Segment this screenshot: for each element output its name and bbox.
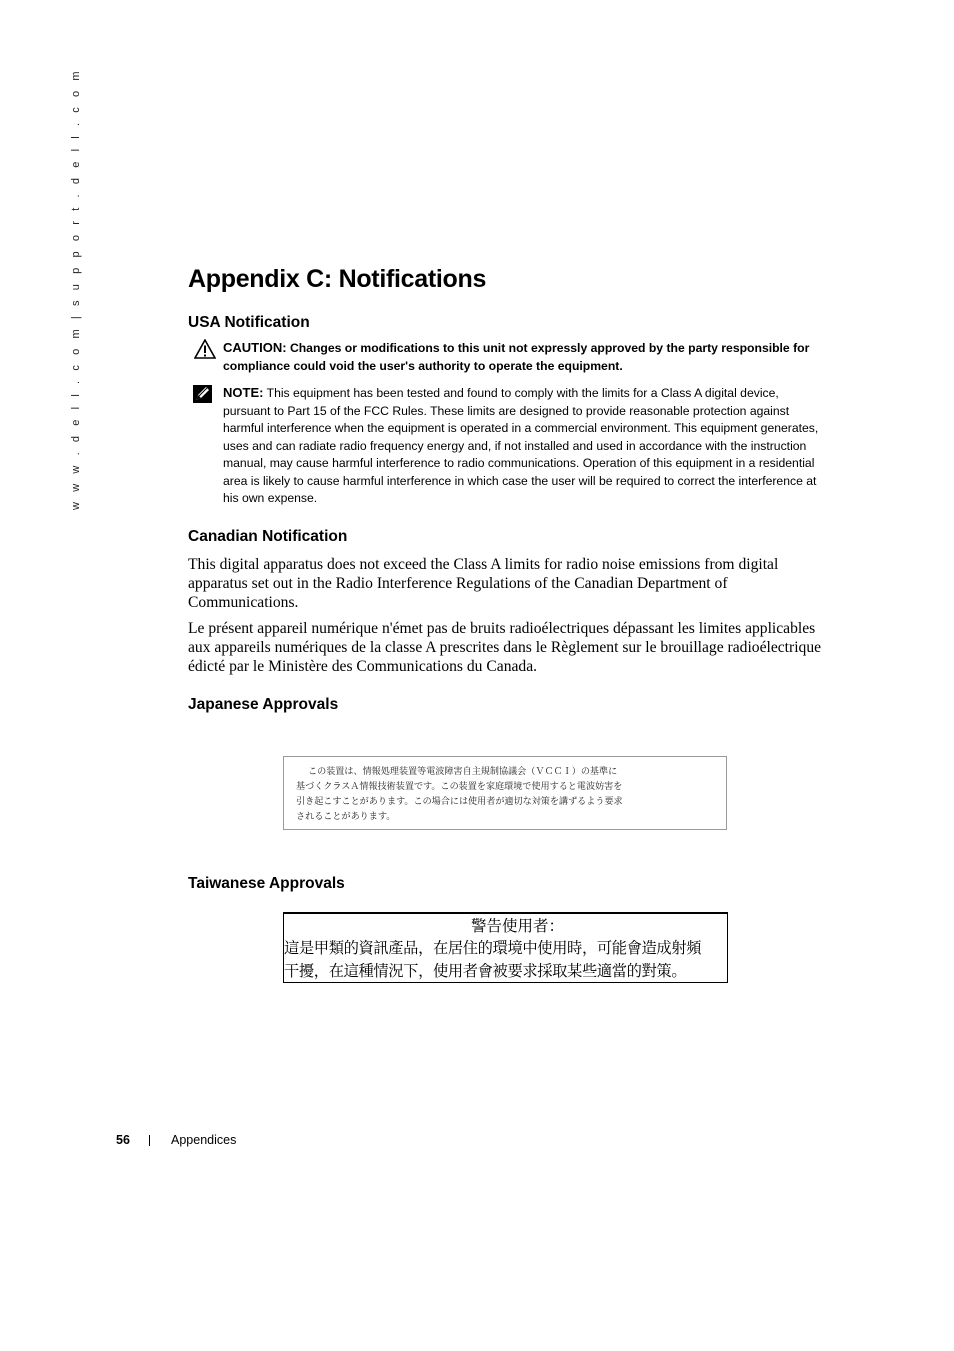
footer-section: Appendices — [171, 1133, 237, 1147]
canadian-paragraph-fr: Le présent appareil numérique n'émet pas de bruits radioélectriques dépassant les limites applicables aux appareils numériques de la classe A prescrites dans le Règlement sur le brouillage radioélectrique édicté par le Ministère des Communications du Canada. — [188, 619, 822, 675]
japanese-line-1: この装置は、情報処理装置等電波障害自主規制協議会（ＶＣＣＩ）の基準に — [308, 767, 618, 777]
canadian-paragraph-en: This digital apparatus does not exceed the Class A limits for radio noise emissions from digital apparatus set out in the Radio Interference Regulations of the Canadian Department of Communications. — [188, 555, 779, 611]
note-pencil-icon — [193, 385, 212, 409]
side-url: w w w . d e l l . c o m | s u p p o r t . d e l l . c o m — [70, 67, 82, 510]
caution-notice — [188, 339, 828, 375]
canadian-heading: Canadian Notification — [188, 527, 348, 545]
japanese-line-4: されることがあります。 — [296, 812, 396, 822]
taiwanese-line-1: 警告使用者： — [470, 917, 564, 935]
note-notice — [188, 384, 828, 508]
taiwanese-line-2: 這是甲類的資訊產品，在居住的環境中使用時，可能會造成射頻 — [284, 939, 702, 957]
japanese-approval-box — [283, 756, 727, 830]
caution-label: CAUTION: — [223, 340, 287, 355]
footer-separator — [149, 1135, 150, 1146]
taiwanese-approval-box — [283, 912, 728, 983]
taiwanese-line-3: 干擾，在這種情況下，使用者會被要求採取某些適當的對策。 — [284, 962, 687, 980]
japanese-line-2: 基づくクラスＡ情報技術装置です。この装置を家庭環境で使用すると電波妨害を — [296, 782, 623, 792]
note-text: This equipment has been tested and found to comply with the limits for a Class A digital device, pursuant to Part 15 of the FCC Rules. These limits are designed to provide reasonable protection against harmful interference when the equipment is operated in a commercial environment. This equipment generates, uses and can radiate radio frequency energy and, if not installed and used in accordance with the instruction manual, may cause harmful interference to radio communications. Operation of this equipment in a residential area is likely to cause harmful interference in which case the user will be required to correct the interference at his own expense. — [223, 386, 819, 505]
caution-text: Changes or modifications to this unit not expressly approved by the party responsible for compliance could void the user's authority to operate the equipment. — [223, 341, 810, 373]
page-number: 56 — [116, 1133, 130, 1147]
usa-heading: USA Notification — [188, 314, 310, 331]
taiwanese-heading: Taiwanese Approvals — [188, 875, 345, 892]
japanese-heading: Japanese Approvals — [188, 695, 339, 713]
main-content — [188, 262, 828, 714]
japanese-line-3: 引き起こすことがあります。この場合には使用者が適切な対策を講ずるよう要求 — [296, 797, 623, 807]
caution-icon — [194, 339, 216, 365]
note-label: NOTE: — [223, 385, 264, 400]
page-title: Appendix C: Notifications — [188, 265, 487, 293]
